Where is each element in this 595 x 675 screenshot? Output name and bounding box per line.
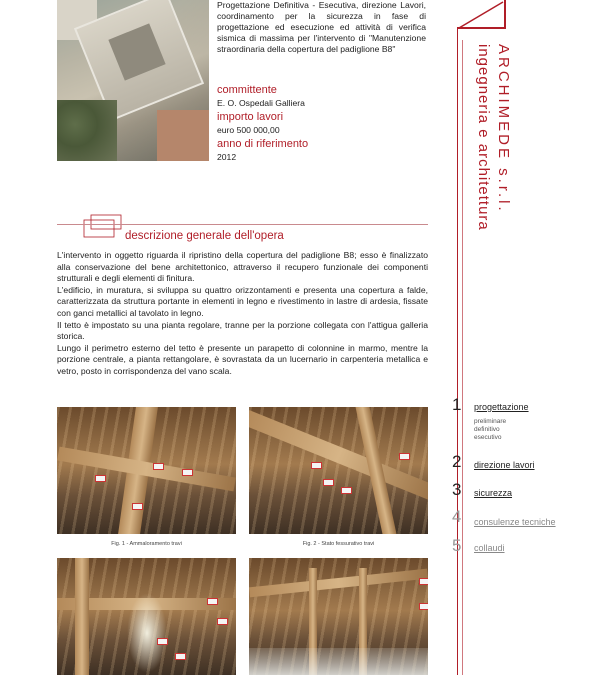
service-label[interactable]: direzione lavori — [474, 460, 535, 470]
project-description: Progettazione Definitiva - Esecutiva, direzione Lavori, coordinamento per la sicurezza in fase di progettazione ed esecuzione ed attività di verifica sismica di massima per l'intervento di "Manutenzione straordinaria della copertura del padiglione B8" — [217, 0, 426, 54]
amount-value: euro 500 000,00 — [217, 125, 280, 135]
photo-2 — [249, 407, 428, 534]
vertical-rule — [462, 40, 463, 675]
figure-caption: Fig. 1 - Ammaloramento travi — [111, 541, 182, 547]
paragraph: Lungo il perimetro esterno del tetto è presente un parapetto di colonnine in marmo, mentre la porzione centrale, a pianta rettangolare, è sovrastata da un lucernario in carpenteria metallica e vetro, posto in corrispondenza del vano scala. — [57, 342, 428, 376]
client-value: E. O. Ospedali Galliera — [217, 98, 305, 108]
amount-label: importo lavori — [217, 111, 284, 123]
service-sub: preliminare — [474, 418, 507, 425]
paragraph: L'intervento in oggetto riguarda il ripristino della copertura del padiglione B8; esso è finalizzato alla conservazione del bene architettonico, attraverso il recupero funzionale dei componenti strutturali e degli elementi di finitura. — [57, 250, 428, 284]
paragraph: Il tetto è impostato su una pianta regolare, tranne per la porzione collegata con l'attigua galleria storica. — [57, 319, 428, 342]
client-label: committente — [217, 84, 277, 96]
divider — [57, 224, 428, 225]
service-label[interactable]: sicurezza — [474, 488, 513, 498]
section-description — [57, 250, 428, 378]
photo-3 — [57, 558, 236, 675]
service-number: 4 — [452, 507, 462, 526]
service-label[interactable]: progettazione — [474, 402, 529, 412]
section-heading: descrizione generale dell'opera — [125, 230, 284, 242]
service-number: 2 — [452, 452, 462, 471]
photo-4 — [249, 558, 428, 675]
brand-tagline: ingegneria e architettura — [475, 44, 492, 231]
paragraph: L'edificio, in muratura, si sviluppa su quattro orizzontamenti e presenta una copertura a falde, caratterizzata da struttura portante in elementi in legno e rivestimento in lastre di ardesia, fissate con ganci metallici al tavolato in legno. — [57, 284, 428, 318]
service-number: 5 — [452, 536, 462, 555]
year-label: anno di riferimento — [217, 138, 309, 150]
section-heading-icon — [83, 214, 123, 244]
service-label[interactable]: collaudi — [474, 543, 505, 553]
photo-1 — [57, 407, 236, 534]
service-label[interactable]: consulenze tecniche — [474, 517, 556, 527]
brand-name: ARCHIMEDE s.r.l. — [495, 44, 512, 214]
service-sub: definitivo — [474, 426, 500, 433]
vertical-rule — [457, 28, 458, 675]
year-value: 2012 — [217, 152, 237, 162]
aerial-photo — [57, 0, 209, 161]
service-number: 3 — [452, 480, 462, 499]
service-sub: esecutivo — [474, 434, 502, 441]
figure-caption: Fig. 2 - Stato fessurativo travi — [302, 541, 375, 547]
service-number: 1 — [452, 395, 462, 414]
logo-icon — [455, 0, 515, 30]
